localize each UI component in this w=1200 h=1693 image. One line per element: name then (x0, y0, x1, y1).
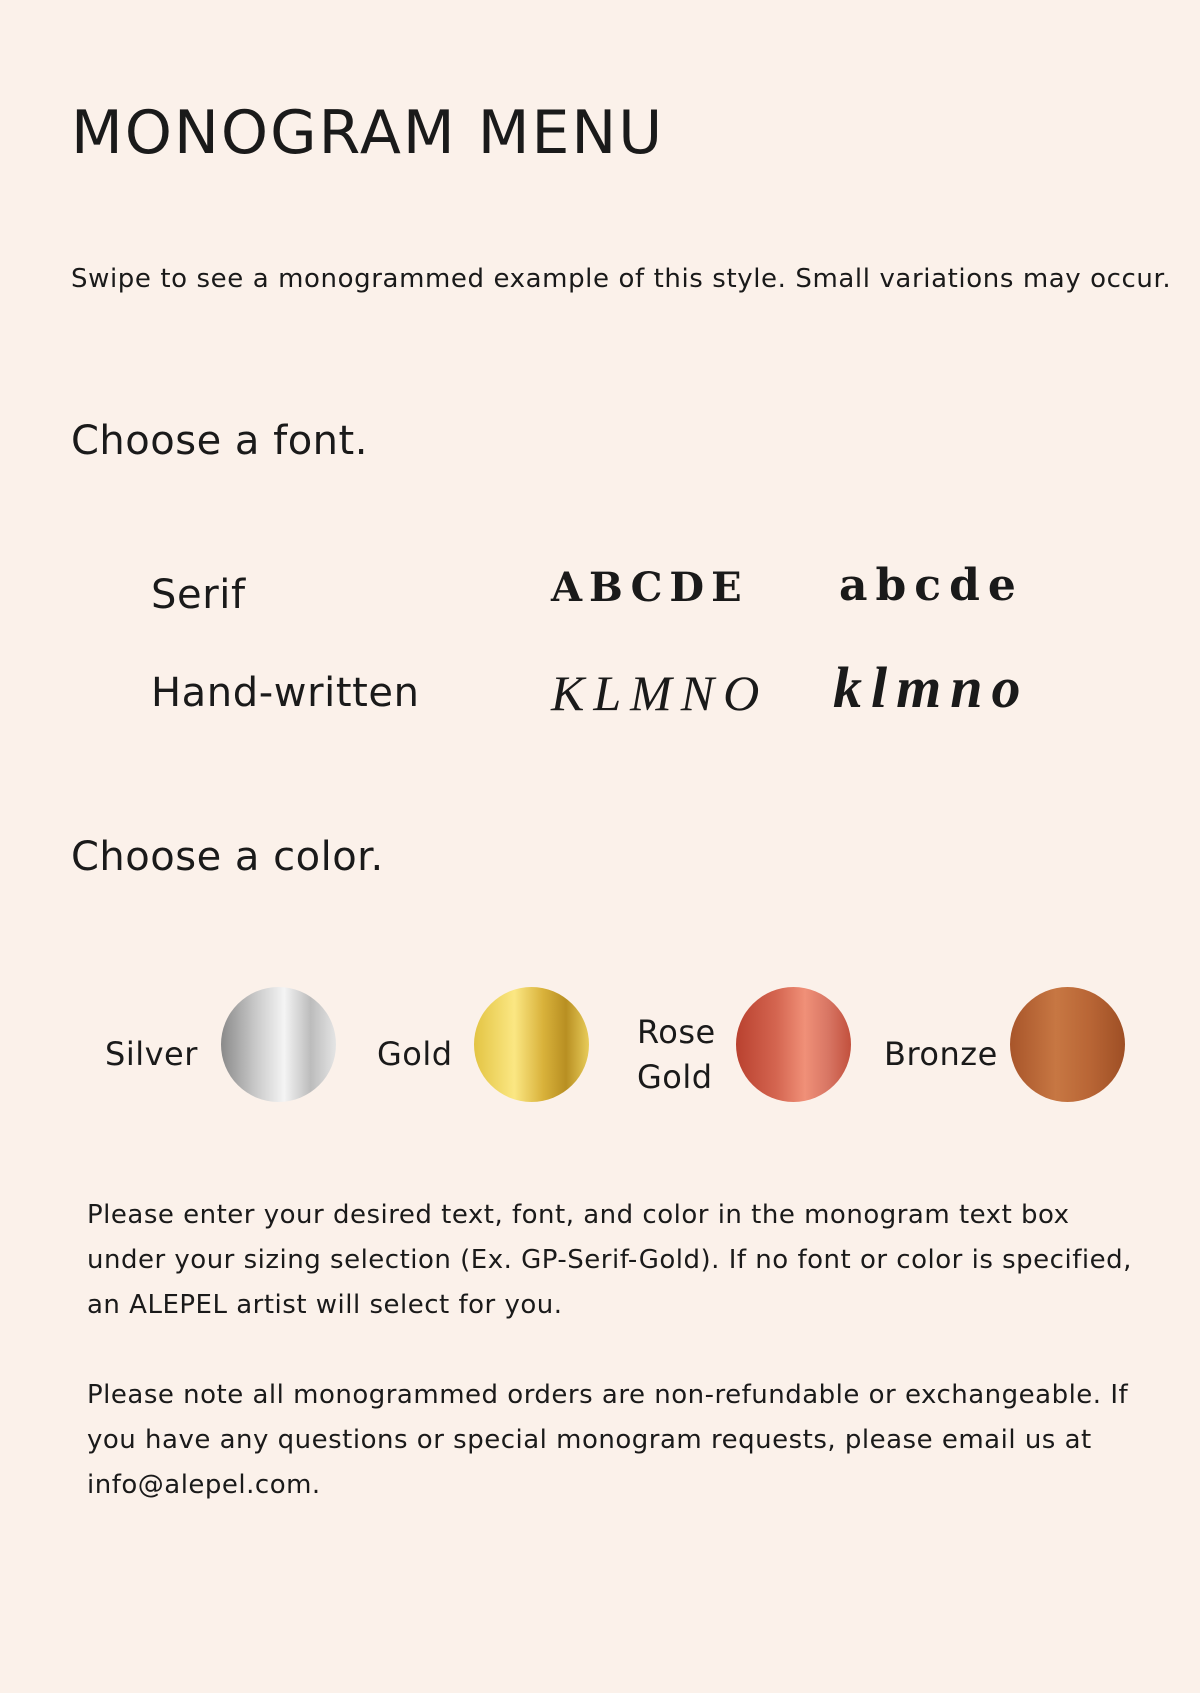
serif-uppercase-sample: ABCDE (551, 564, 749, 611)
font-option-serif: Serif (151, 572, 246, 618)
color-label-gold: Gold (377, 1035, 453, 1073)
silver-swatch (221, 987, 336, 1102)
handwritten-uppercase-sample: KLMNO (551, 665, 769, 721)
bronze-swatch (1010, 987, 1125, 1102)
serif-lowercase-sample: abcde (839, 560, 1024, 611)
color-label-rose-line1: Rose (637, 1013, 716, 1051)
policy-paragraph: Please note all monogrammed orders are non-refundable or exchangeable. If you have any questions or special monogram requests, please email us at info@alepel.com. (87, 1380, 1129, 1500)
font-option-handwritten: Hand-written (151, 670, 420, 716)
font-section-heading: Choose a font. (71, 418, 368, 464)
color-label-rose-line2: Gold (637, 1057, 713, 1096)
instructions-paragraph: Please enter your desired text, font, and color in the monogram text box under your sizing selection (Ex. GP-Serif-Gold). If no font or color is specified, an ALEPEL artist will select for you. (87, 1200, 1132, 1320)
color-label-silver: Silver (105, 1035, 198, 1073)
color-section-heading: Choose a color. (71, 834, 384, 880)
handwritten-lowercase-sample: klmno (833, 655, 1030, 720)
gold-swatch (474, 987, 589, 1102)
color-label-bronze: Bronze (884, 1035, 998, 1073)
intro-text: Swipe to see a monogrammed example of this style. Small variations may occur. (71, 264, 1172, 294)
rose-gold-swatch (736, 987, 851, 1102)
color-label-rose-gold (637, 1010, 727, 1100)
page-title: MONOGRAM MENU (71, 98, 665, 168)
